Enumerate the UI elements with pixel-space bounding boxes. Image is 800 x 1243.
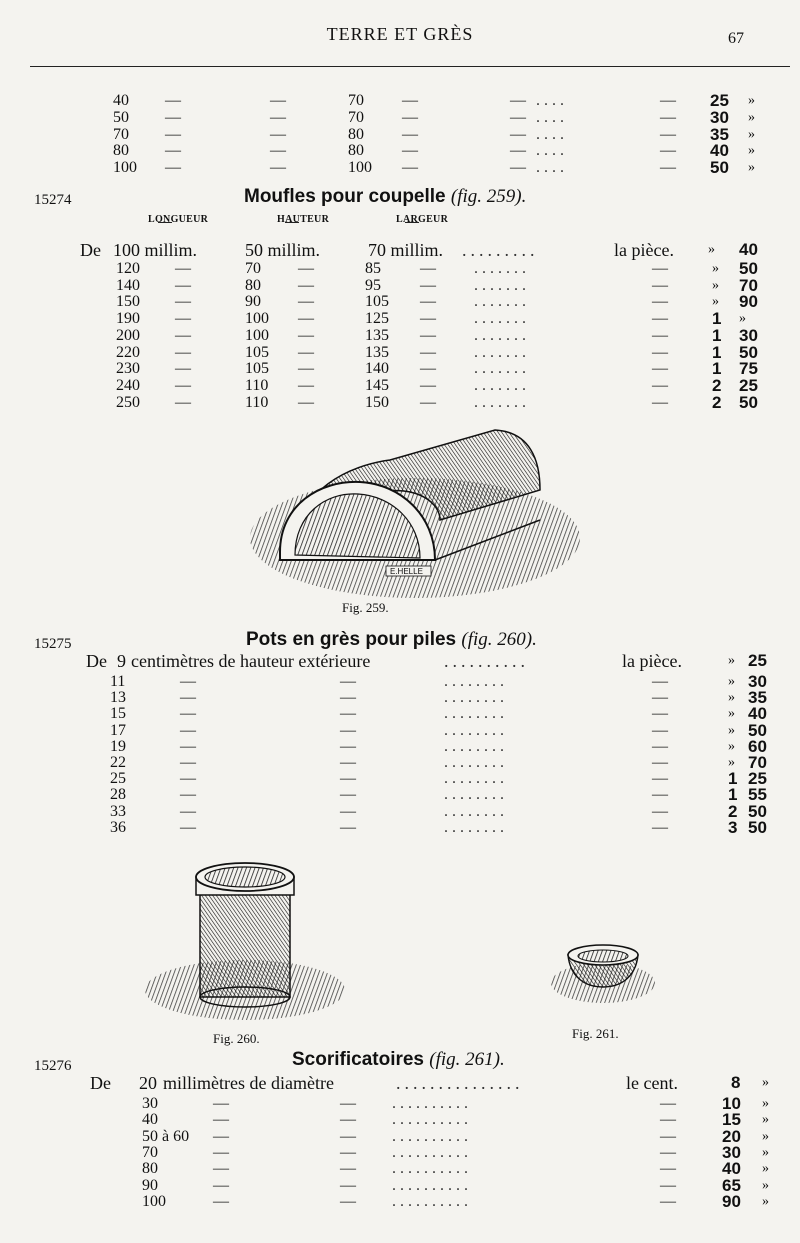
- price-cents: 70: [739, 275, 758, 295]
- cell-height: 11: [110, 673, 126, 690]
- table-row: 140 — 80 — 95 — ....... — » 70: [116, 275, 758, 295]
- table-row: 15 — — ........ — » 40: [110, 704, 767, 724]
- col-header-dash: [405, 222, 419, 223]
- cell-diameter: 90: [142, 1176, 158, 1194]
- price-francs: »: [728, 722, 735, 738]
- table-row: 100 — — .......... — 90 »: [142, 1191, 769, 1211]
- table-row: 250 — 110 — 150 — ....... — 2 50: [116, 392, 758, 412]
- price-mark: »: [748, 143, 755, 159]
- cell-largeur: 150: [365, 393, 389, 411]
- price-cents: 25: [748, 769, 767, 789]
- cell-height: 28: [110, 786, 126, 804]
- cell-hauteur: 80: [245, 276, 261, 294]
- table-row: 33 — — ........ — 2 50: [110, 801, 767, 821]
- price-francs: 3: [728, 817, 738, 837]
- price-mark: »: [762, 1161, 769, 1177]
- price-cents: 40: [710, 141, 729, 161]
- figure-reference: (fig. 259).: [450, 186, 527, 207]
- running-header: TERRE ET GRÈS: [326, 24, 474, 44]
- cell-largeur: 105: [365, 293, 389, 311]
- table-row: 150 — 90 — 105 — ....... — » 90: [116, 292, 758, 312]
- price-mark: »: [748, 109, 755, 125]
- price-cents: 50: [739, 259, 758, 278]
- table-row: 50 à 60 — — .......... — 20 »: [142, 1126, 769, 1146]
- price-francs: 2: [712, 375, 722, 395]
- price-francs: 2: [728, 801, 738, 821]
- price-francs: 1: [728, 769, 738, 789]
- section-title: Pots en grès pour piles: [246, 629, 457, 650]
- cell-diameter: 70: [142, 1143, 158, 1161]
- cell-largeur: 140: [365, 360, 389, 378]
- cell-longueur: 230: [116, 360, 140, 378]
- price-cents: 35: [710, 124, 729, 144]
- table-row: 19 — — ........ — » 60: [110, 736, 767, 756]
- col-header-largeur: LARGEUR: [396, 214, 449, 225]
- figure-caption-259: Fig. 259.: [342, 600, 389, 615]
- figure-reference: (fig. 260).: [461, 629, 537, 650]
- cell-longueur: 190: [116, 310, 140, 328]
- table-row: De 100 millim. 50 millim. 70 millim. ......... la pièce. » 40: [80, 240, 758, 260]
- cell-hauteur: 100: [245, 326, 269, 344]
- cell-dimension: 80: [113, 142, 129, 160]
- table-row: De 20 millimètres de diamètre ............... le cent. 8 »: [90, 1073, 769, 1093]
- price-cents: 50: [739, 392, 758, 412]
- price-cents: 75: [739, 359, 758, 379]
- cell-dimension: 80: [348, 125, 364, 143]
- scorifier-illustration: [548, 935, 658, 1015]
- table-row: 36 — — ........ — 3 50: [110, 817, 767, 837]
- cell-height: 33: [110, 802, 126, 820]
- price-value: 30: [722, 1142, 741, 1162]
- page-number: 67: [728, 30, 744, 47]
- table-row: 80 — — 80 — — .... — 40 »: [113, 141, 755, 161]
- cell-height: 17: [110, 721, 126, 739]
- price-mark: »: [762, 1193, 769, 1209]
- table-row: 120 — 70 — 85 — ....... — » 50: [116, 259, 758, 278]
- price-francs: »: [728, 674, 735, 689]
- price-cents: 25: [739, 375, 758, 395]
- table-row: 50 — — 70 — — .... — 30 »: [113, 107, 755, 127]
- table-row: 13 — — ........ — » 35: [110, 688, 767, 708]
- price-cents: 55: [748, 785, 767, 805]
- table-row: 28 — — ........ — 1 55: [110, 785, 767, 805]
- price-francs: »: [728, 690, 735, 706]
- price-value: 90: [722, 1191, 741, 1211]
- muffle-illustration: [240, 420, 580, 605]
- table-row: 40 — — .......... — 15 »: [142, 1110, 769, 1130]
- cell-hauteur: 100: [245, 310, 269, 328]
- price-value: 10: [722, 1094, 741, 1113]
- table-row: 240 — 110 — 145 — ....... — 2 25: [116, 375, 758, 395]
- col-header-dash: [158, 222, 172, 223]
- col-header-hauteur: HAUTEUR: [277, 214, 330, 225]
- table-row: 25 — — ........ — 1 25: [110, 769, 767, 789]
- price-value: 65: [722, 1175, 741, 1195]
- cell-longueur: 240: [116, 376, 140, 394]
- table-row: 30 — — .......... — 10 »: [142, 1094, 769, 1113]
- table-row: 80 — — .......... — 40 »: [142, 1159, 769, 1179]
- price-mark: »: [762, 1112, 769, 1128]
- price-mark: »: [748, 160, 755, 176]
- price-cents: 50: [739, 342, 758, 362]
- cell-diameter: 100: [142, 1192, 166, 1210]
- price-mark: »: [762, 1096, 769, 1111]
- battery-pot-illustration: [140, 855, 350, 1025]
- price-cents: 50: [710, 158, 729, 178]
- price-mark: »: [748, 93, 755, 108]
- col-header-dash: [285, 222, 299, 223]
- table-row: 70 — — .......... — 30 »: [142, 1142, 769, 1162]
- section-title: Scorificatoires: [292, 1049, 424, 1070]
- cell-dimension: 50: [113, 108, 129, 126]
- price-francs: 2: [712, 392, 722, 412]
- table-row: 190 — 100 — 125 — ....... — 1 »: [116, 309, 746, 329]
- figure-caption-261: Fig. 261.: [572, 1026, 619, 1041]
- price-cents: 30: [739, 325, 758, 345]
- cell-diameter: 30: [142, 1095, 158, 1112]
- cell-largeur: 95: [365, 276, 381, 294]
- cell-dimension: 70: [348, 92, 364, 109]
- price-cents: 35: [748, 688, 767, 708]
- ref-number-15276: 15276: [34, 1058, 72, 1074]
- price-francs: »: [712, 277, 719, 293]
- cell-largeur: 145: [365, 376, 389, 394]
- price-francs: »: [728, 706, 735, 722]
- price-cents: 90: [739, 292, 758, 312]
- cell-longueur: 220: [116, 343, 140, 361]
- cell-hauteur: 105: [245, 360, 269, 378]
- price-value: 15: [722, 1110, 741, 1130]
- table-row: 100 — — 100 — — .... — 50 »: [113, 158, 755, 178]
- price-cents: 25: [710, 91, 729, 110]
- cell-longueur: 250: [116, 393, 140, 411]
- cell-height: 25: [110, 770, 126, 788]
- price-cents: 50: [748, 801, 767, 821]
- table-row: De 9 centimètres de hauteur extérieure .......... la pièce. » 25: [86, 651, 767, 671]
- table-row: 230 — 105 — 140 — ....... — 1 75: [116, 359, 758, 379]
- price-francs: 1: [712, 325, 722, 345]
- table-row: 17 — — ........ — » 50: [110, 720, 767, 740]
- table-row: 22 — — ........ — » 70: [110, 753, 767, 772]
- cell-largeur: 125: [365, 310, 389, 328]
- cell-dimension: 100: [113, 159, 137, 177]
- price-mark: »: [762, 1177, 769, 1193]
- cell-height: 19: [110, 737, 126, 755]
- header-rule: [30, 66, 790, 67]
- cell-dimension: 80: [348, 142, 364, 160]
- cell-dimension: 70: [348, 108, 364, 126]
- section-heading-pots: [246, 629, 537, 651]
- price-francs: »: [728, 755, 735, 770]
- price-cents: 40: [748, 704, 767, 724]
- section-title: Moufles pour coupelle: [244, 186, 446, 207]
- price-value: 40: [722, 1159, 741, 1179]
- price-cents: 70: [748, 753, 767, 772]
- price-francs: 1: [728, 785, 738, 805]
- ref-number-15274: 15274: [34, 192, 72, 208]
- cell-longueur: 200: [116, 326, 140, 344]
- table-row: 90 — — .......... — 65 »: [142, 1175, 769, 1195]
- cell-hauteur: 105: [245, 343, 269, 361]
- price-francs: 1: [712, 309, 722, 329]
- cell-hauteur: 90: [245, 293, 261, 311]
- cell-longueur: 120: [116, 260, 140, 277]
- price-francs: »: [728, 738, 735, 754]
- table-row: 200 — 100 — 135 — ....... — 1 30: [116, 325, 758, 345]
- price-francs: 1: [712, 342, 722, 362]
- price-francs: »: [712, 261, 719, 276]
- cell-largeur: 85: [365, 260, 381, 277]
- table-row: 220 — 105 — 135 — ....... — 1 50: [116, 342, 758, 362]
- cell-diameter: 50 à 60: [142, 1127, 190, 1145]
- cell-diameter: 80: [142, 1160, 158, 1178]
- section-heading-scorificatoires: [292, 1049, 505, 1071]
- price-francs: »: [712, 294, 719, 310]
- cell-hauteur: 110: [245, 376, 269, 394]
- price-mark: »: [748, 126, 755, 142]
- cell-largeur: 135: [365, 343, 389, 361]
- cell-height: 36: [110, 818, 126, 836]
- cell-height: 15: [110, 705, 126, 723]
- cell-hauteur: 110: [245, 393, 269, 411]
- price-francs: 1: [712, 359, 722, 379]
- table-row: 70 — — 80 — — .... — 35 »: [113, 124, 755, 144]
- price-cents: 50: [748, 817, 767, 837]
- cell-largeur: 135: [365, 326, 389, 344]
- price-value: 20: [722, 1126, 741, 1146]
- cell-dimension: 100: [348, 159, 372, 177]
- engraver-signature: E.HELLE: [390, 567, 423, 576]
- price-cents: »: [739, 311, 746, 327]
- figure-reference: (fig. 261).: [429, 1049, 505, 1070]
- figure-caption-260: Fig. 260.: [213, 1031, 260, 1046]
- cell-dimension: 70: [113, 125, 129, 143]
- table-row: 11 — — ........ — » 30: [110, 672, 767, 691]
- price-cents: 30: [748, 672, 767, 691]
- cell-diameter: 40: [142, 1111, 158, 1129]
- section-heading-moufles: [244, 186, 526, 208]
- ref-number-15275: 15275: [34, 636, 72, 652]
- cell-height: 22: [110, 754, 126, 771]
- price-mark: »: [762, 1128, 769, 1144]
- price-cents: 60: [748, 736, 767, 756]
- cell-hauteur: 70: [245, 260, 261, 277]
- cell-longueur: 150: [116, 293, 140, 311]
- price-cents: 50: [748, 720, 767, 740]
- col-header-longueur: LONGUEUR: [148, 214, 209, 225]
- table-row: 40 — — 70 — — .... — 25 »: [113, 91, 755, 110]
- cell-dimension: 40: [113, 92, 129, 109]
- price-mark: »: [762, 1144, 769, 1160]
- cell-height: 13: [110, 689, 126, 707]
- price-cents: 30: [710, 107, 729, 127]
- cell-longueur: 140: [116, 276, 140, 294]
